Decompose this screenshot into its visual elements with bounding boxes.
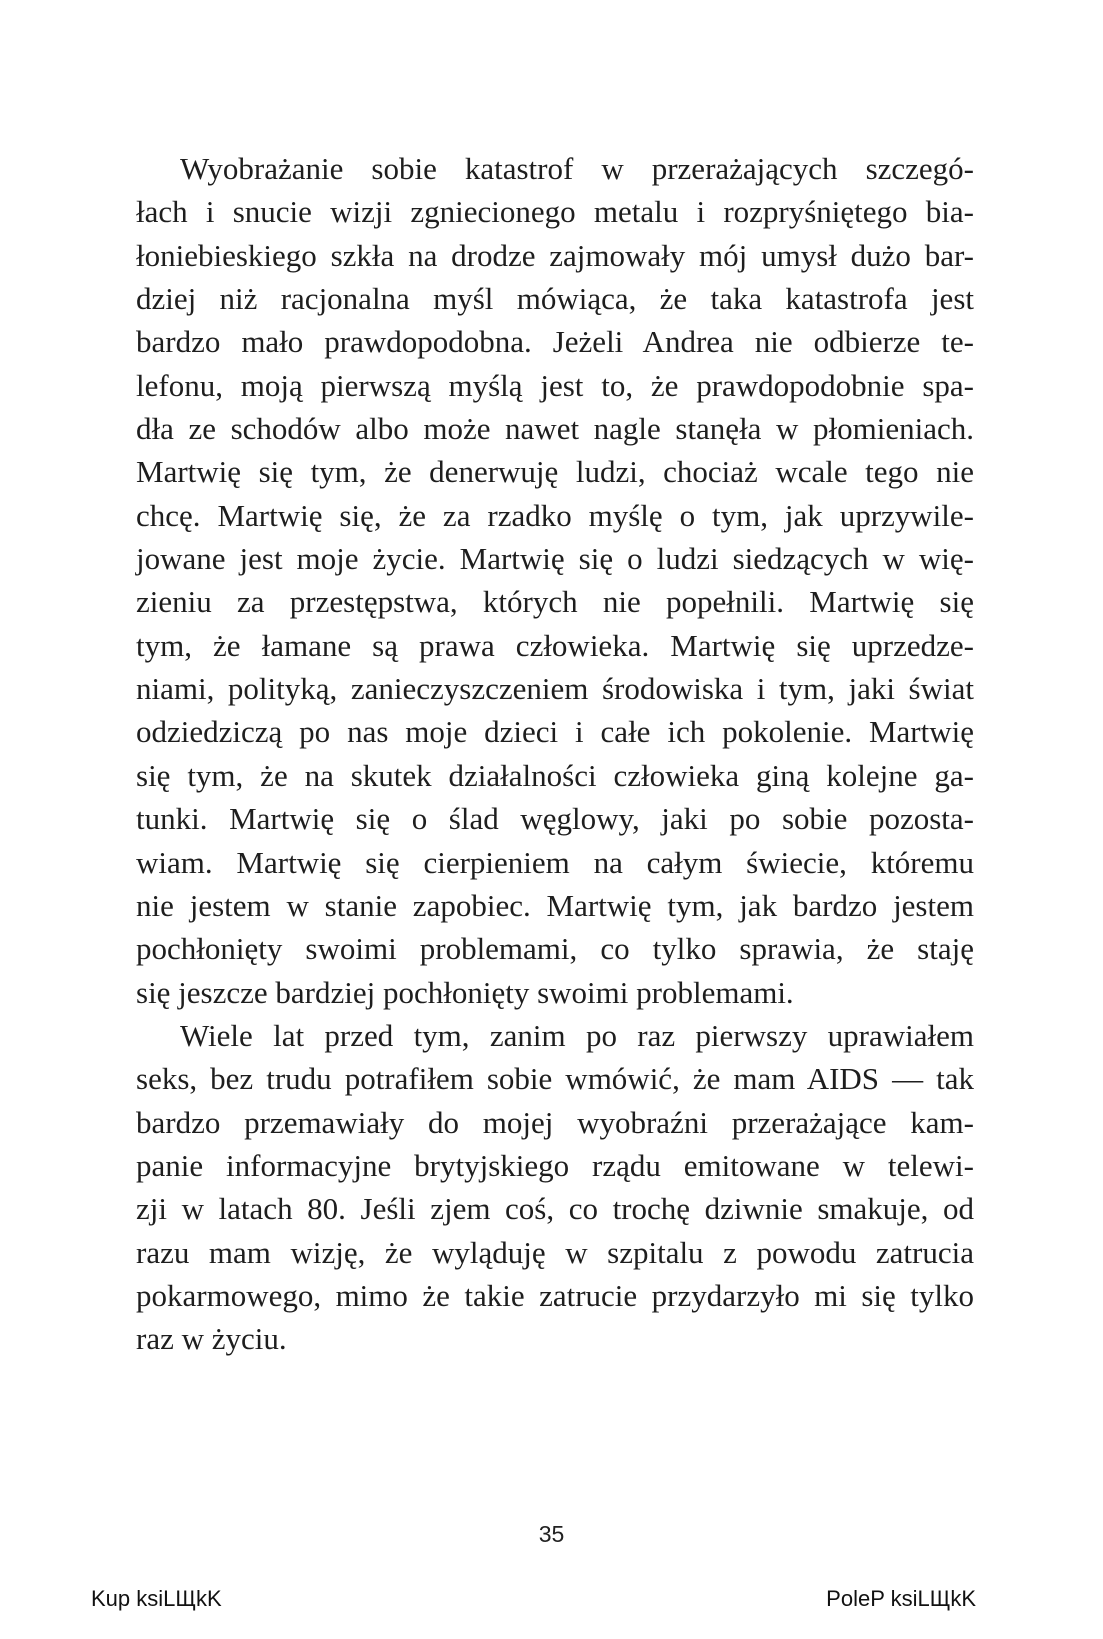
page-number: 35 — [538, 1521, 565, 1547]
text-line: raz w życiu. — [136, 1321, 287, 1357]
text-line: seks, bez trudu potrafiłem sobie wmówić, że mam AIDS — tak — [136, 1061, 974, 1097]
text-line: łoniebieskiego szkła na drodze zajmowały mój umysł dużo bar- — [136, 237, 974, 273]
text-line: jowane jest moje życie. Martwię się o ludzi siedzących w wię- — [136, 541, 974, 577]
text-line: lefonu, moją pierwszą myślą jest to, że prawdopodobnie spa- — [136, 367, 974, 403]
text-line: nie jestem w stanie zapobiec. Martwię tym, jak bardzo jestem — [136, 887, 974, 923]
text-line: chcę. Martwię się, że za rzadko myślę o tym, jak uprzywile- — [136, 497, 974, 533]
text-line: razu mam wizję, że wyląduję w szpitalu z powodu zatrucia — [136, 1234, 974, 1270]
paragraph — [136, 1014, 974, 1361]
text-line: bardzo mało prawdopodobna. Jeżeli Andrea nie odbierze te- — [136, 324, 974, 360]
buy-book-link[interactable]: Kup ksiLЩkK — [91, 1586, 222, 1611]
text-line: wiam. Martwię się cierpieniem na całym świecie, któremu — [136, 844, 974, 880]
text-line: niami, polityką, zanieczyszczeniem środowiska i tym, jaki świat — [136, 671, 974, 707]
text-line: Wyobrażanie sobie katastrof w przerażających szczegó- — [180, 151, 974, 186]
text-line: się jeszcze bardziej pochłonięty swoimi problemami. — [136, 974, 794, 1010]
text-line: pochłonięty swoimi problemami, co tylko sprawia, że staję — [136, 931, 974, 967]
text-line: łach i snucie wizji zgniecionego metalu i rozpryśniętego bia- — [136, 194, 974, 230]
text-line: tunki. Martwię się o ślad węglowy, jaki po sobie pozosta- — [136, 801, 974, 837]
text-line: dziej niż racjonalna myśl mówiąca, że taka katastrofa jest — [136, 281, 974, 317]
text-line: się tym, że na skutek działalności człowieka giną kolejne ga- — [136, 757, 974, 793]
text-line: odziedziczą po nas moje dzieci i całe ich pokolenie. Martwię — [136, 714, 974, 750]
text-line: panie informacyjne brytyjskiego rządu emitowane w telewi- — [136, 1147, 974, 1183]
text-line: tym, że łamane są prawa człowieka. Martwię się uprzedze- — [136, 627, 974, 663]
text-line: Wiele lat przed tym, zanim po raz pierwszy uprawiałem — [180, 1017, 974, 1053]
text-line: dła ze schodów albo może nawet nagle stanęła w płomieniach. — [136, 411, 974, 447]
text-line: bardzo przemawiały do mojej wyobraźni przerażające kam- — [136, 1104, 974, 1140]
text-line: Martwię się tym, że denerwuję ludzi, chociaż wcale tego nie — [136, 454, 974, 490]
text-line: zji w latach 80. Jeśli zjem coś, co trochę dziwnie smakuje, od — [136, 1191, 974, 1227]
paragraph — [136, 147, 974, 1014]
text-line: zieniu za przestępstwa, których nie popełnili. Martwię się — [136, 584, 974, 620]
text-line: pokarmowego, mimo że takie zatrucie przydarzyło mi się tylko — [136, 1277, 974, 1313]
body-text — [136, 147, 974, 1361]
recommend-book-link[interactable]: PoleP ksiLЩkK — [826, 1586, 976, 1611]
